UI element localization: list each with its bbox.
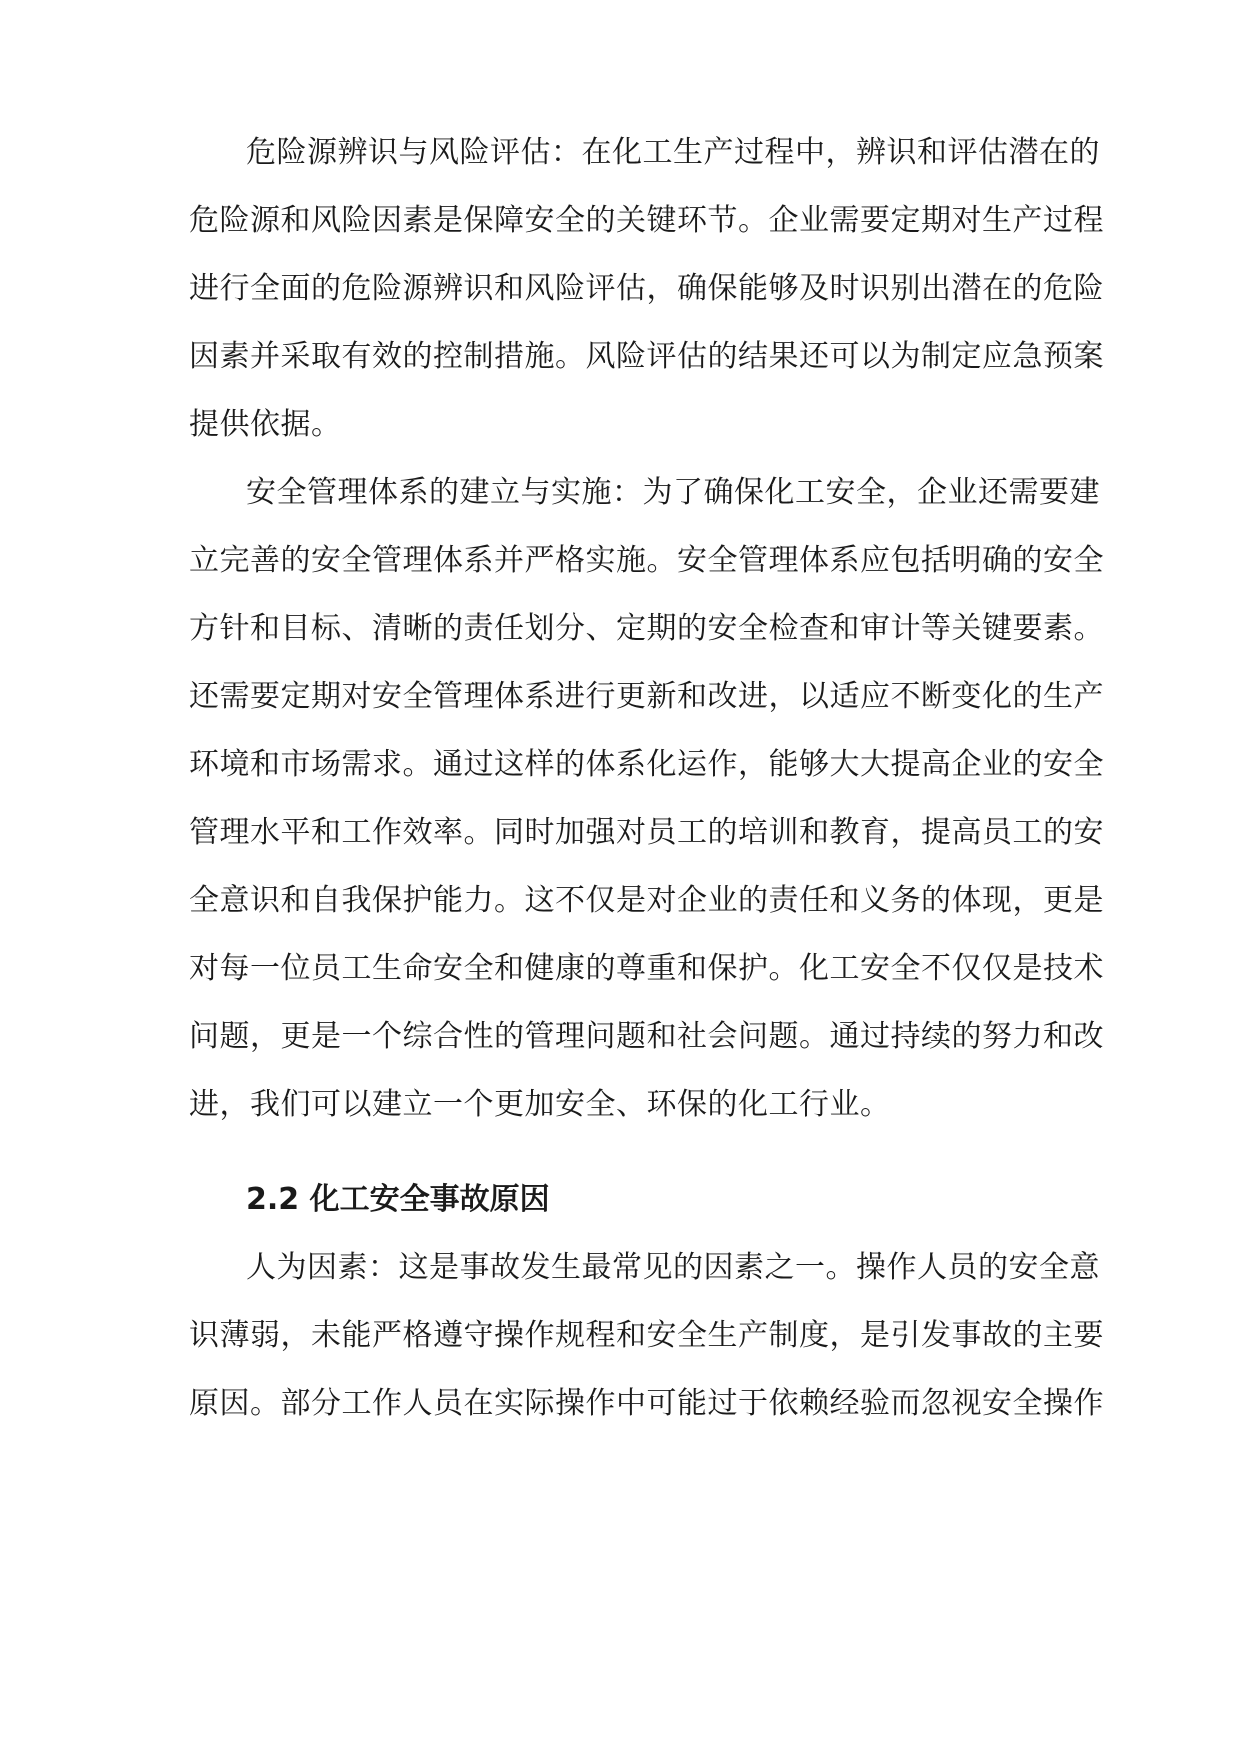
paragraph-2-line-5: 环境和市场需求。通过这样的体系化运作，能够大大提高企业的安全 (189, 747, 1104, 782)
paragraph-2-line-3: 方针和目标、清晰的责任划分、定期的安全检查和审计等关键要素。 (189, 611, 1104, 646)
paragraph-2-line-1: 安全管理体系的建立与实施：为了确保化工安全，企业还需要建 (246, 475, 1100, 510)
paragraph-3-line-2: 识薄弱，未能严格遵守操作规程和安全生产制度，是引发事故的主要 (189, 1318, 1104, 1353)
paragraph-2-line-6: 管理水平和工作效率。同时加强对员工的培训和教育，提高员工的安 (189, 815, 1104, 850)
paragraph-2-line-9: 问题，更是一个综合性的管理问题和社会问题。通过持续的努力和改 (189, 1019, 1104, 1054)
paragraph-2-line-10: 进，我们可以建立一个更加安全、环保的化工行业。 (189, 1087, 891, 1122)
paragraph-3-line-1: 人为因素：这是事故发生最常见的因素之一。操作人员的安全意 (246, 1250, 1100, 1285)
paragraph-3-line-3: 原因。部分工作人员在实际操作中可能过于依赖经验而忽视安全操作 (189, 1386, 1104, 1421)
section-heading: 2.2 化工安全事故原因 (246, 1182, 550, 1217)
paragraph-1-line-4: 因素并采取有效的控制措施。风险评估的结果还可以为制定应急预案 (189, 339, 1104, 374)
paragraph-1-line-5: 提供依据。 (189, 407, 342, 442)
paragraph-2-line-4: 还需要定期对安全管理体系进行更新和改进，以适应不断变化的生产 (189, 679, 1104, 714)
paragraph-2-line-7: 全意识和自我保护能力。这不仅是对企业的责任和义务的体现，更是 (189, 883, 1104, 918)
paragraph-2-line-8: 对每一位员工生命安全和健康的尊重和保护。化工安全不仅仅是技术 (189, 951, 1104, 986)
paragraph-2-line-2: 立完善的安全管理体系并严格实施。安全管理体系应包括明确的安全 (189, 543, 1104, 578)
paragraph-1-line-1: 危险源辨识与风险评估：在化工生产过程中，辨识和评估潜在的 (246, 135, 1100, 170)
paragraph-1-line-2: 危险源和风险因素是保障安全的关键环节。企业需要定期对生产过程 (189, 203, 1104, 238)
paragraph-1-line-3: 进行全面的危险源辨识和风险评估，确保能够及时识别出潜在的危险 (189, 271, 1104, 306)
